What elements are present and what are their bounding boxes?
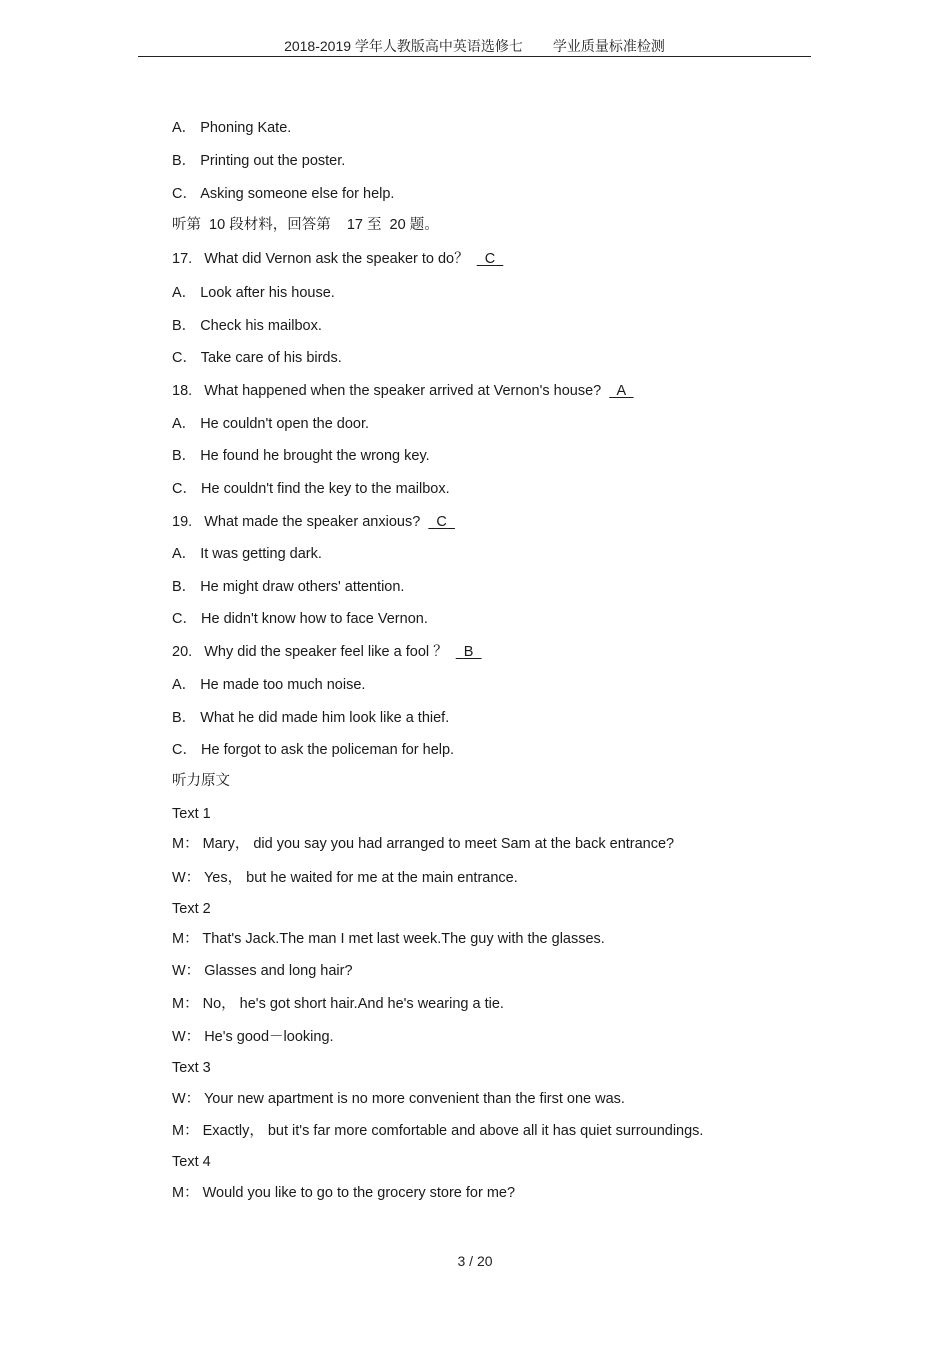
line-text: B． He found he brought the wrong key. bbox=[172, 448, 430, 464]
text-line bbox=[172, 215, 439, 235]
answer-blank bbox=[477, 251, 504, 267]
question-line bbox=[172, 642, 482, 662]
text-line bbox=[172, 834, 674, 854]
line-text: A． It was getting dark. bbox=[172, 546, 322, 562]
header-title-right: 学业质量标准检测 bbox=[552, 38, 665, 54]
page-header bbox=[138, 36, 811, 57]
line-text: C． Take care of his birds. bbox=[172, 350, 342, 366]
answer-blank bbox=[428, 514, 455, 530]
answer-letter: C bbox=[436, 514, 447, 530]
line-text: 20. Why did the speaker feel like a fool ？ bbox=[172, 644, 448, 660]
line-text: M： Would you like to go to the grocery store for me? bbox=[172, 1185, 516, 1201]
answer-letter: B bbox=[463, 644, 474, 660]
line-text: C． He didn't know how to face Vernon. bbox=[172, 611, 428, 627]
line-text: C． Asking someone else for help. bbox=[172, 186, 395, 202]
line-text: W： He's good－looking. bbox=[172, 1029, 334, 1045]
text-line bbox=[172, 1027, 334, 1047]
text-line bbox=[172, 544, 322, 564]
line-text: W： Your new apartment is no more convenient than the first one was. bbox=[172, 1091, 625, 1107]
text-line bbox=[172, 1121, 703, 1141]
line-text: 17. What did Vernon ask the speaker to do？ bbox=[172, 251, 469, 267]
text-line bbox=[172, 899, 211, 919]
line-text: A． He made too much noise. bbox=[172, 677, 366, 693]
line-text: 听第 10 段材料，回答第 17 至 20 题。 bbox=[172, 217, 439, 233]
question-line bbox=[172, 249, 503, 269]
line-text: Text 3 bbox=[172, 1060, 211, 1076]
line-text: M： That's Jack.The man I met last week.The guy with the glasses. bbox=[172, 931, 605, 947]
text-line bbox=[172, 316, 322, 336]
text-line bbox=[172, 994, 504, 1014]
line-text: C． He forgot to ask the policeman for help. bbox=[172, 742, 455, 758]
answer-blank bbox=[456, 644, 482, 660]
text-line bbox=[172, 414, 369, 434]
text-line bbox=[172, 1058, 211, 1078]
text-line bbox=[172, 479, 450, 499]
text-line bbox=[172, 771, 230, 791]
line-text: B． What he did made him look like a thief. bbox=[172, 710, 450, 726]
text-line bbox=[172, 929, 605, 949]
question-line bbox=[172, 512, 455, 532]
line-text: Text 2 bbox=[172, 901, 211, 917]
line-text: A． He couldn't open the door. bbox=[172, 416, 370, 432]
text-line bbox=[172, 609, 428, 629]
text-line bbox=[172, 118, 291, 138]
line-text: M： Mary， did you say you had arranged to meet Sam at the back entrance? bbox=[172, 836, 675, 852]
text-line bbox=[172, 446, 430, 466]
text-line bbox=[172, 740, 454, 760]
text-line bbox=[172, 1089, 625, 1109]
answer-blank bbox=[609, 383, 633, 399]
line-text: Text 1 bbox=[172, 806, 211, 822]
text-line bbox=[172, 961, 353, 981]
question-line bbox=[172, 381, 633, 401]
text-line bbox=[172, 348, 342, 368]
answer-letter: C bbox=[484, 251, 496, 267]
line-text: C． He couldn't find the key to the mailbox. bbox=[172, 481, 450, 497]
text-line bbox=[172, 1152, 211, 1172]
text-line bbox=[172, 184, 394, 204]
text-line bbox=[172, 577, 404, 597]
line-text: Text 4 bbox=[172, 1154, 211, 1170]
text-line bbox=[172, 675, 365, 695]
line-text: 听力原文 bbox=[172, 773, 230, 789]
line-text: W： Glasses and long hair? bbox=[172, 963, 353, 979]
text-line bbox=[172, 1183, 515, 1203]
line-text: B． He might draw others' attention. bbox=[172, 579, 405, 595]
line-text: M： Exactly， but it's far more comfortable and above all it has quiet surroundings. bbox=[172, 1123, 704, 1139]
line-text: 18. What happened when the speaker arrived at Vernon's house? bbox=[172, 383, 602, 399]
header-title-left: 2018-2019 学年人教版高中英语选修七 bbox=[284, 38, 523, 54]
text-line bbox=[172, 151, 345, 171]
text-line bbox=[172, 708, 449, 728]
text-line bbox=[172, 283, 335, 303]
line-text: M： No， he's got short hair.And he's wearing a tie. bbox=[172, 996, 504, 1012]
answer-letter: A bbox=[616, 383, 626, 399]
line-text: A． Look after his house. bbox=[172, 285, 335, 301]
line-text: B． Check his mailbox. bbox=[172, 318, 322, 334]
line-text: 19. What made the speaker anxious? bbox=[172, 514, 421, 530]
line-text: B． Printing out the poster. bbox=[172, 153, 346, 169]
page-number: 3 / 20 bbox=[457, 1253, 493, 1269]
line-text: W： Yes， but he waited for me at the main entrance. bbox=[172, 870, 518, 886]
line-text: A． Phoning Kate. bbox=[172, 120, 292, 136]
text-line bbox=[172, 868, 518, 888]
text-line bbox=[172, 804, 211, 824]
